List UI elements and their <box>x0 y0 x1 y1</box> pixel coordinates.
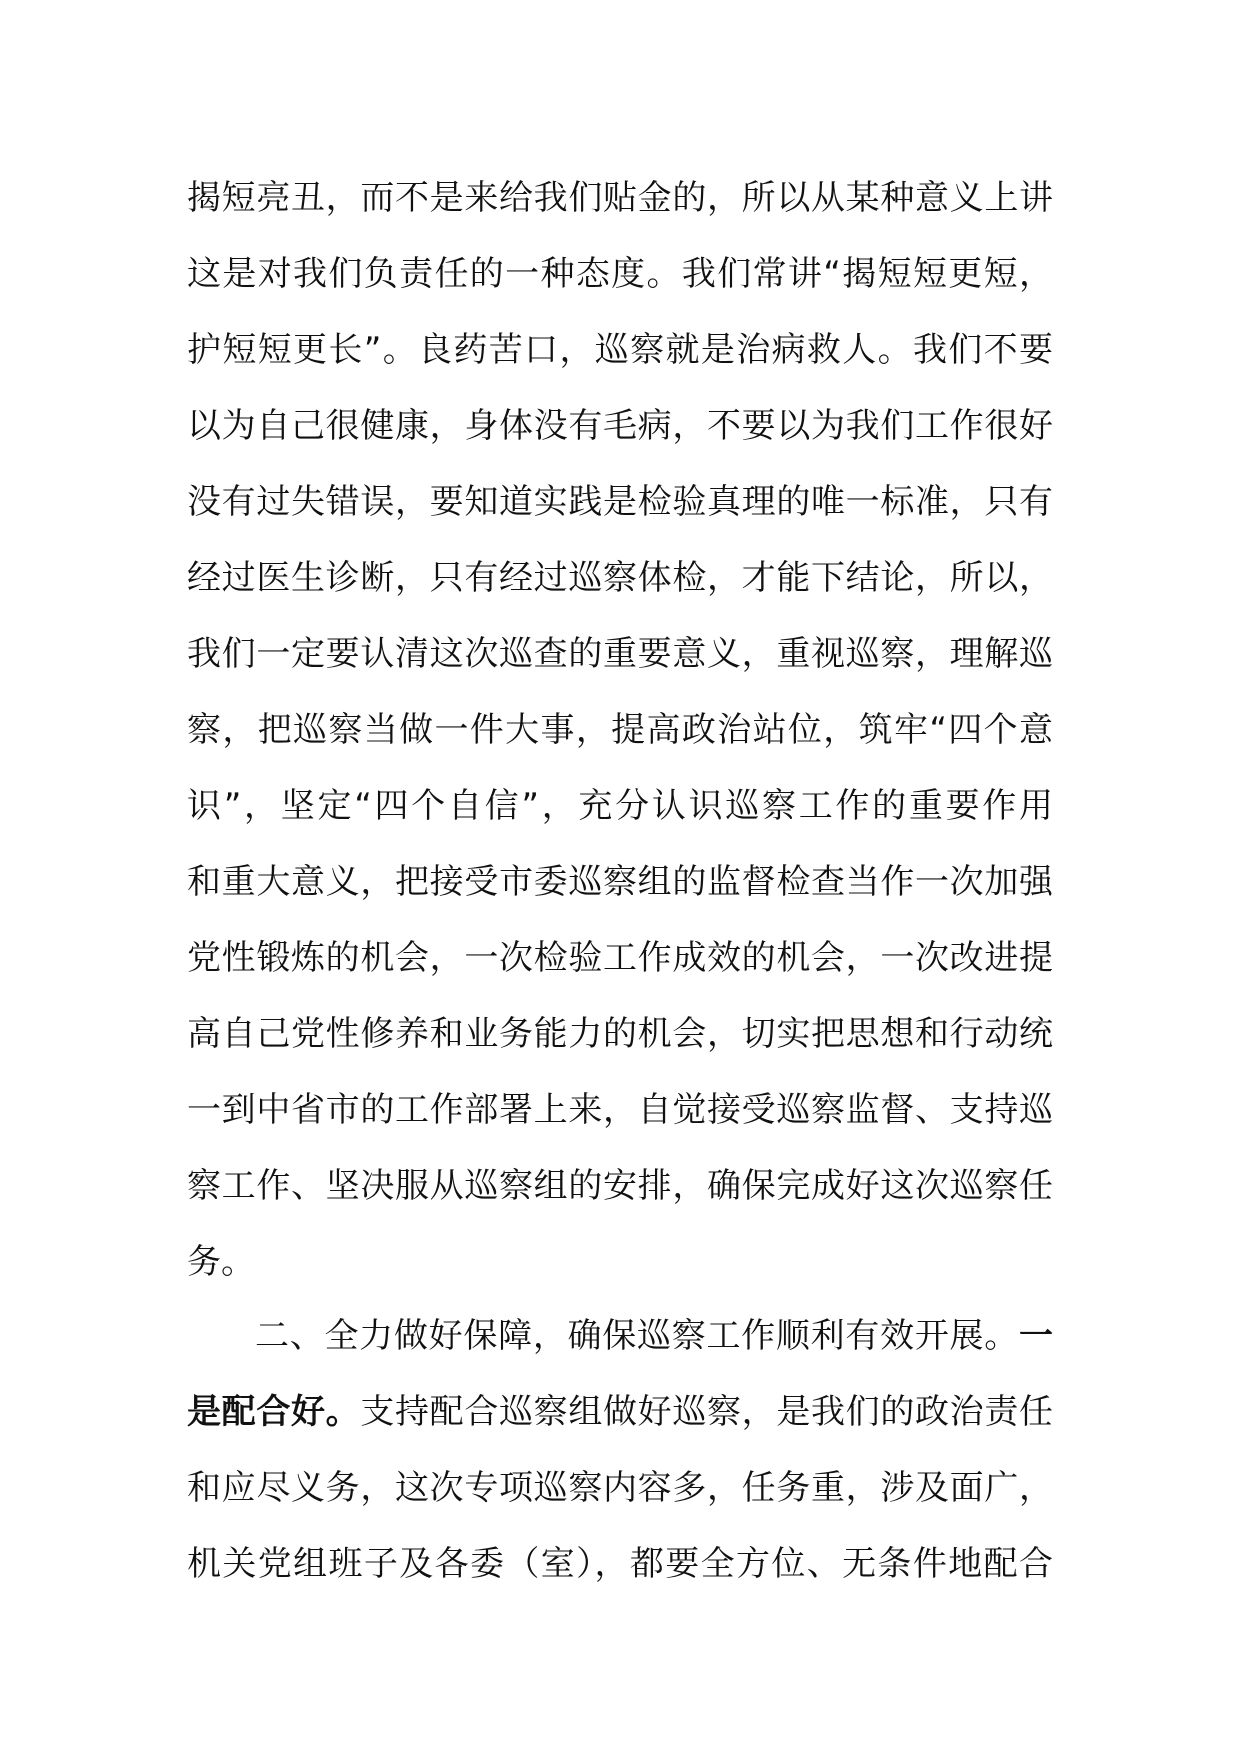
text-span: 支持配合巡察组做好巡察，是我们的政治责任 <box>360 1392 1053 1432</box>
text-line: 我们一定要认清这次巡查的重要意义，重视巡察，理解巡 <box>187 634 1053 674</box>
paragraph-2 <box>187 1298 1053 1602</box>
text-line: 和重大意义，把接受市委巡察组的监督检查当作一次加强 <box>187 862 1053 902</box>
text-line: 经过医生诊断，只有经过巡察体检，才能下结论，所以， <box>187 558 1053 598</box>
text-line: 察，把巡察当做一件大事，提高政治站位，筑牢“四个意 <box>187 710 1053 750</box>
bold-lead-end: 是配合好。 <box>187 1392 361 1432</box>
section-heading: 二、全力做好保障，确保巡察工作顺利有效开展。 <box>255 1316 1019 1356</box>
text-line <box>187 1374 1053 1450</box>
text-line: 这是对我们负责任的一种态度。我们常讲“揭短短更短， <box>187 254 1053 294</box>
text-line: 党性锻炼的机会，一次检验工作成效的机会，一次改进提 <box>187 938 1053 978</box>
section-heading-line <box>187 1298 1053 1374</box>
text-line: 察工作、坚决服从巡察组的安排，确保完成好这次巡察任 <box>187 1166 1053 1206</box>
text-line: 没有过失错误，要知道实践是检验真理的唯一标准，只有 <box>187 482 1053 522</box>
text-line: 和应尽义务，这次专项巡察内容多，任务重，涉及面广， <box>187 1468 1053 1508</box>
text-line: 护短短更长”。良药苦口，巡察就是治病救人。我们不要 <box>187 330 1053 370</box>
text-line: 高自己党性修养和业务能力的机会，切实把思想和行动统 <box>187 1014 1053 1054</box>
text-line: 务。 <box>187 1242 255 1282</box>
text-line: 揭短亮丑，而不是来给我们贴金的，所以从某种意义上讲 <box>187 178 1053 218</box>
text-line: 一到中省市的工作部署上来，自觉接受巡察监督、支持巡 <box>187 1090 1053 1130</box>
bold-lead-start: 一 <box>1019 1316 1053 1356</box>
text-line: 识”，坚定“四个自信”，充分认识巡察工作的重要作用 <box>187 786 1053 826</box>
text-line: 以为自己很健康，身体没有毛病，不要以为我们工作很好 <box>187 406 1053 446</box>
text-line: 机关党组班子及各委（室），都要全方位、无条件地配合 <box>187 1544 1053 1584</box>
paragraph-1 <box>187 160 1053 1300</box>
